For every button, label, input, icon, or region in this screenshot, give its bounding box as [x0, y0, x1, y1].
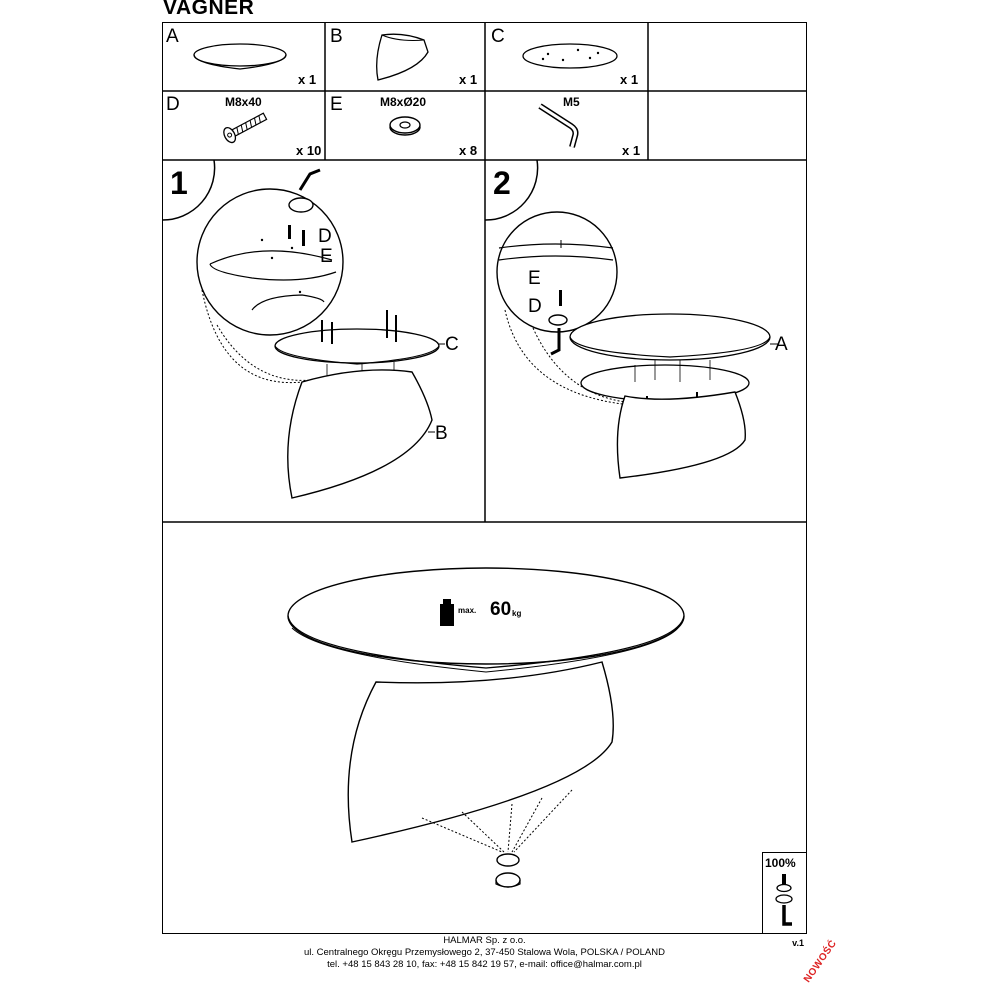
assembled-table-diagram	[162, 522, 807, 934]
step-2-label-e: E	[528, 268, 541, 289]
tool-badge-percent: 100%	[765, 856, 796, 870]
part-b-letter: B	[330, 26, 343, 47]
weight-unit: kg	[512, 609, 522, 618]
step-1-label-b: B	[435, 423, 448, 444]
part-e-letter: E	[330, 94, 343, 115]
step-1-number: 1	[170, 165, 188, 201]
part-b-base-icon	[368, 30, 438, 85]
step-2-label-d: D	[528, 296, 542, 317]
part-f-qty: x 1	[622, 143, 641, 158]
step-1-label-e: E	[320, 246, 333, 267]
new-product-stamp: NOWOŚĆ	[801, 938, 840, 985]
part-c-plate-icon	[518, 40, 624, 74]
part-b-qty: x 1	[459, 72, 478, 87]
bolt-icon	[214, 108, 274, 148]
hex-key-icon	[535, 100, 595, 155]
step-2-label-a: A	[775, 334, 788, 355]
document-title: VAGNER	[163, 0, 255, 19]
part-e-qty: x 8	[459, 143, 478, 158]
part-d-qty: x 10	[296, 143, 322, 158]
part-d-letter: D	[166, 94, 180, 115]
step-2-diagram	[485, 160, 807, 522]
version-label: v.1	[792, 938, 804, 948]
step-1-label-c: C	[445, 334, 459, 355]
step-1-label-d: D	[318, 226, 332, 247]
step-2-number: 2	[493, 165, 511, 201]
part-f-spec: M5	[563, 95, 580, 109]
part-e-spec: M8xØ20	[380, 95, 427, 109]
part-d-spec: M8x40	[225, 95, 262, 109]
footer-address: ul. Centralnego Okręgu Przemysłowego 2, 37-450 Stalowa Wola, POLSKA / POLAND	[303, 947, 665, 958]
weight-prefix: max.	[458, 606, 477, 615]
part-c-qty: x 1	[620, 72, 639, 87]
tool-badge-icon	[768, 872, 802, 932]
washer-icon	[385, 112, 425, 140]
footer-contact: tel. +48 15 843 28 10, fax: +48 15 842 19 57, e-mail: office@halmar.com.pl	[327, 959, 642, 970]
footer-company: HALMAR Sp. z o.o.	[443, 935, 526, 946]
part-a-tabletop-icon	[190, 40, 300, 75]
part-a-qty: x 1	[298, 72, 317, 87]
part-a-letter: A	[166, 26, 179, 47]
weight-value: 60	[490, 599, 512, 620]
step-1-diagram	[162, 160, 485, 522]
part-c-letter: C	[491, 26, 505, 47]
